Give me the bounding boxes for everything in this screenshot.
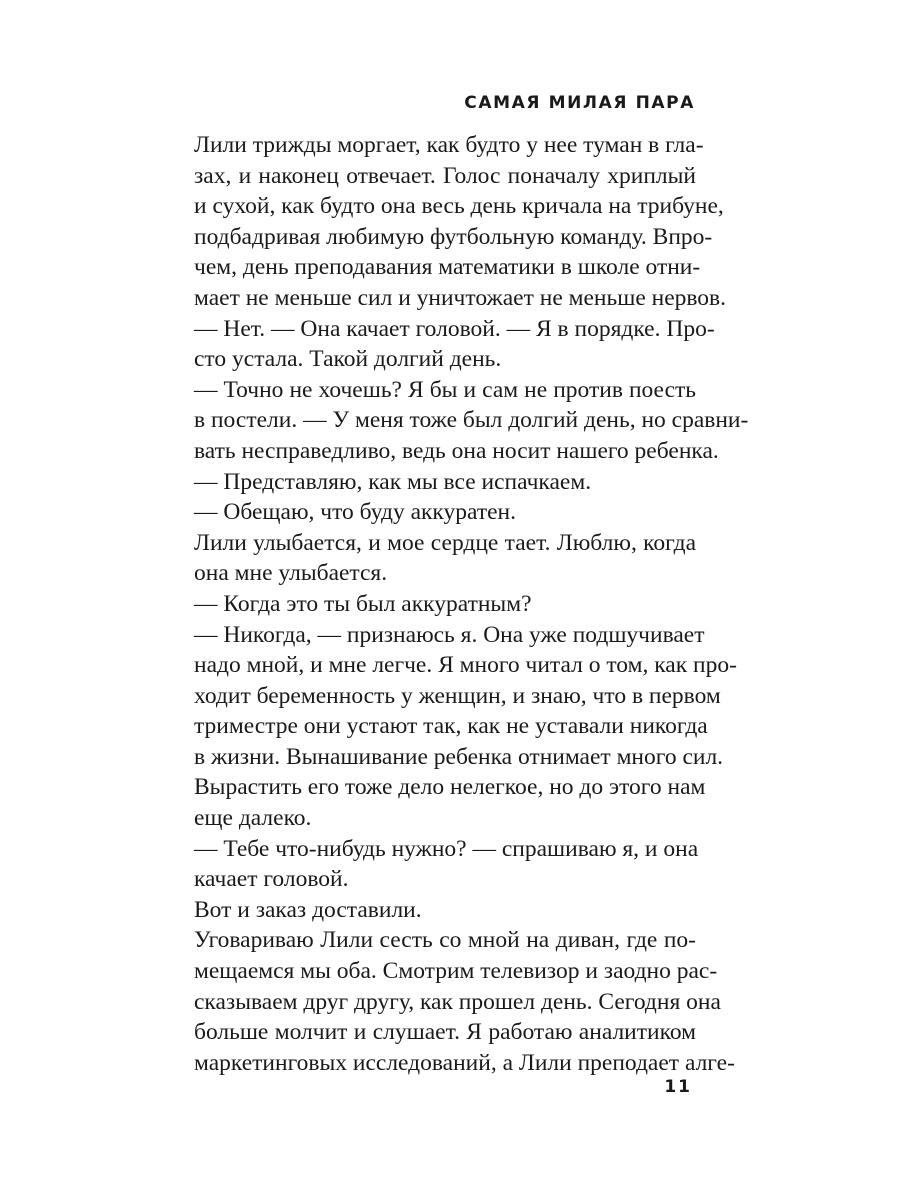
text-line: Вот и заказ доставили.	[194, 896, 422, 923]
text-line: Вырастить его тоже дело нелегкое, но до этого нам	[194, 774, 706, 801]
text-line: и сухой, как будто она весь день кричала на трибуне,	[194, 193, 724, 220]
text-line: в жизни. Вынашивание ребенка отнимает много сил.	[194, 743, 724, 770]
text-line: — Нет. — Она качает головой. — Я в порядке. Про-	[194, 315, 715, 342]
text-line: сто устала. Такой долгий день.	[194, 346, 502, 373]
text-line: она мне улыбается.	[194, 560, 388, 587]
page-number: 11	[664, 1077, 692, 1097]
text-line: больше молчит и слушает. Я работаю аналитиком	[194, 1019, 696, 1046]
text-line: триместре они устают так, как не уставали никогда	[194, 713, 708, 740]
text-line: Лили улыбается, и мое сердце тает. Люблю, когда	[194, 529, 696, 556]
text-line: мещаемся мы оба. Смотрим телевизор и заодно рас-	[194, 958, 718, 985]
body-text	[194, 130, 749, 1078]
text-line: качает головой.	[194, 866, 349, 893]
text-line: зах, и наконец отвечает. Голос поначалу хриплый	[194, 162, 696, 189]
text-line: вать несправедливо, ведь она носит нашего ребенка.	[194, 437, 719, 464]
text-line: — Точно не хочешь? Я бы и сам не против поесть	[194, 376, 696, 403]
text-line: ходит беременность у женщин, и знаю, что в первом	[194, 682, 721, 709]
text-line: чем, день преподавания математики в школе отни-	[194, 254, 701, 281]
text-line: — Представляю, как мы все испачкаем.	[194, 468, 592, 495]
text-line: Лили трижды моргает, как будто у нее туман в гла-	[194, 132, 704, 158]
text-line: маркетинговых исследований, а Лили преподает алге-	[194, 1049, 735, 1076]
text-line: сказываем друг другу, как прошел день. Сегодня она	[194, 988, 721, 1015]
text-line: — Никогда, — признаюсь я. Она уже подшучивает	[194, 621, 705, 648]
running-head: САМАЯ МИЛАЯ ПАРА	[464, 93, 695, 113]
text-line: Уговариваю Лили сесть со мной на диван, где по-	[194, 927, 696, 954]
text-line: — Когда это ты был аккуратным?	[194, 590, 532, 617]
text-line: мает не меньше сил и уничтожает не меньше нервов.	[194, 284, 727, 311]
text-line: — Обещаю, что буду аккуратен.	[194, 499, 516, 526]
text-line: в постели. — У меня тоже был долгий день, но сравни-	[194, 407, 749, 434]
text-line: подбадривая любимую футбольную команду. Впро-	[194, 223, 713, 250]
text-line: — Тебе что-нибудь нужно? — спрашиваю я, и она	[194, 835, 699, 862]
text-line: еще далеко.	[194, 805, 312, 832]
text-line: надо мной, и мне легче. Я много читал о том, как про-	[194, 652, 737, 679]
